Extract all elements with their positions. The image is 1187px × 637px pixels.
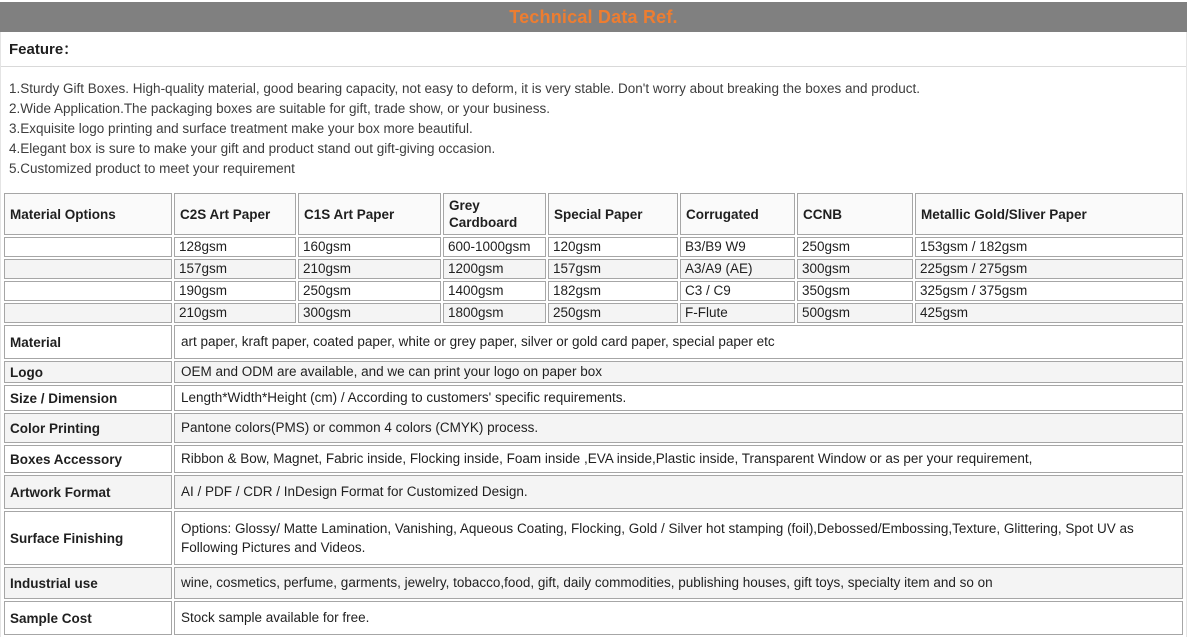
column-header-c2s-art-paper: C2S Art Paper — [174, 193, 296, 235]
detail-label: Industrial use — [4, 567, 172, 599]
spec-cell: 210gsm — [298, 259, 441, 279]
spec-cell: 500gsm — [797, 303, 913, 323]
spec-cell: F-Flute — [680, 303, 795, 323]
spec-cell: 1400gsm — [443, 281, 546, 301]
detail-row-size-dimension — [4, 385, 1183, 411]
detail-row-artwork-format — [4, 475, 1183, 509]
detail-label: Surface Finishing — [4, 511, 172, 565]
spec-cell — [4, 259, 172, 279]
spec-cell: C3 / C9 — [680, 281, 795, 301]
detail-value: Options: Glossy/ Matte Lamination, Vanishing, Aqueous Coating, Flocking, Gold / Silver hot stamping (foil),Debossed/Embossing,Texture, Glittering, Spot UV as Following Pictures and Videos. — [174, 511, 1183, 565]
spec-row — [4, 259, 1183, 279]
detail-value: wine, cosmetics, perfume, garments, jewelry, tobacco,food, gift, daily commodities, publishing houses, gift toys, specialty item and so on — [174, 567, 1183, 599]
spec-row — [4, 303, 1183, 323]
detail-label: Sample Cost — [4, 601, 172, 635]
column-header-material-options: Material Options — [4, 193, 172, 235]
spec-cell: 600-1000gsm — [443, 237, 546, 257]
detail-value: Stock sample available for free. — [174, 601, 1183, 635]
spec-cell: 325gsm / 375gsm — [915, 281, 1183, 301]
detail-row-surface-finishing — [4, 511, 1183, 565]
spec-cell: 128gsm — [174, 237, 296, 257]
detail-value: OEM and ODM are available, and we can print your logo on paper box — [174, 361, 1183, 383]
detail-value: Ribbon & Bow, Magnet, Fabric inside, Flocking inside, Foam inside ,EVA inside,Plastic inside, Transparent Window or as per your requirement, — [174, 445, 1183, 473]
detail-label: Color Printing — [4, 413, 172, 443]
detail-label: Boxes Accessory — [4, 445, 172, 473]
column-header-metallic-paper: Metallic Gold/Sliver Paper — [915, 193, 1183, 235]
spec-header-row — [4, 193, 1183, 235]
detail-row-boxes-accessory — [4, 445, 1183, 473]
feature-item: 5.Customized product to meet your requirement — [9, 161, 295, 176]
feature-list — [1, 67, 1186, 191]
spec-row — [4, 281, 1183, 301]
detail-value: Length*Width*Height (cm) / According to customers' specific requirements. — [174, 385, 1183, 411]
column-header-corrugated: Corrugated — [680, 193, 795, 235]
page — [0, 2, 1187, 637]
detail-value: Pantone colors(PMS) or common 4 colors (CMYK) process. — [174, 413, 1183, 443]
spec-table — [2, 191, 1185, 637]
spec-cell: 250gsm — [298, 281, 441, 301]
spec-cell: 1800gsm — [443, 303, 546, 323]
spec-cell: 300gsm — [797, 259, 913, 279]
spec-cell: 160gsm — [298, 237, 441, 257]
feature-heading: Feature： — [1, 32, 1186, 67]
spec-row — [4, 237, 1183, 257]
spec-cell: 190gsm — [174, 281, 296, 301]
spec-cell: 300gsm — [298, 303, 441, 323]
page-title: Technical Data Ref. — [509, 6, 678, 27]
column-header-ccnb: CCNB — [797, 193, 913, 235]
feature-item: 3.Exquisite logo printing and surface treatment make your box more beautiful. — [9, 121, 473, 136]
spec-cell: 210gsm — [174, 303, 296, 323]
section-title-bar — [0, 2, 1187, 32]
detail-label: Material — [4, 325, 172, 359]
column-header-special-paper: Special Paper — [548, 193, 678, 235]
spec-cell: 250gsm — [797, 237, 913, 257]
spec-cell: 250gsm — [548, 303, 678, 323]
spec-cell — [4, 237, 172, 257]
spec-cell: 225gsm / 275gsm — [915, 259, 1183, 279]
detail-row-logo — [4, 361, 1183, 383]
feature-item: 1.Sturdy Gift Boxes. High-quality material, good bearing capacity, not easy to deform, it is very stable. Don't worry about breaking the boxes and product. — [9, 81, 921, 96]
content-container — [0, 32, 1187, 637]
detail-row-sample-cost — [4, 601, 1183, 635]
spec-cell — [4, 281, 172, 301]
spec-cell: 153gsm / 182gsm — [915, 237, 1183, 257]
detail-value: art paper, kraft paper, coated paper, white or grey paper, silver or gold card paper, special paper etc — [174, 325, 1183, 359]
detail-row-industrial-use — [4, 567, 1183, 599]
spec-cell: B3/B9 W9 — [680, 237, 795, 257]
feature-item: 4.Elegant box is sure to make your gift and product stand out gift-giving occasion. — [9, 141, 496, 156]
column-header-c1s-art-paper: C1S Art Paper — [298, 193, 441, 235]
detail-row-material — [4, 325, 1183, 359]
column-header-grey-cardboard: Grey Cardboard — [443, 193, 546, 235]
spec-cell: A3/A9 (AE) — [680, 259, 795, 279]
spec-cell: 1200gsm — [443, 259, 546, 279]
spec-cell: 120gsm — [548, 237, 678, 257]
spec-cell: 425gsm — [915, 303, 1183, 323]
feature-item: 2.Wide Application.The packaging boxes are suitable for gift, trade show, or your business. — [9, 101, 551, 116]
spec-cell: 157gsm — [548, 259, 678, 279]
spec-cell — [4, 303, 172, 323]
detail-label: Logo — [4, 361, 172, 383]
detail-label: Artwork Format — [4, 475, 172, 509]
spec-cell: 350gsm — [797, 281, 913, 301]
detail-row-color-printing — [4, 413, 1183, 443]
spec-cell: 182gsm — [548, 281, 678, 301]
detail-value: AI / PDF / CDR / InDesign Format for Customized Design. — [174, 475, 1183, 509]
spec-cell: 157gsm — [174, 259, 296, 279]
detail-label: Size / Dimension — [4, 385, 172, 411]
